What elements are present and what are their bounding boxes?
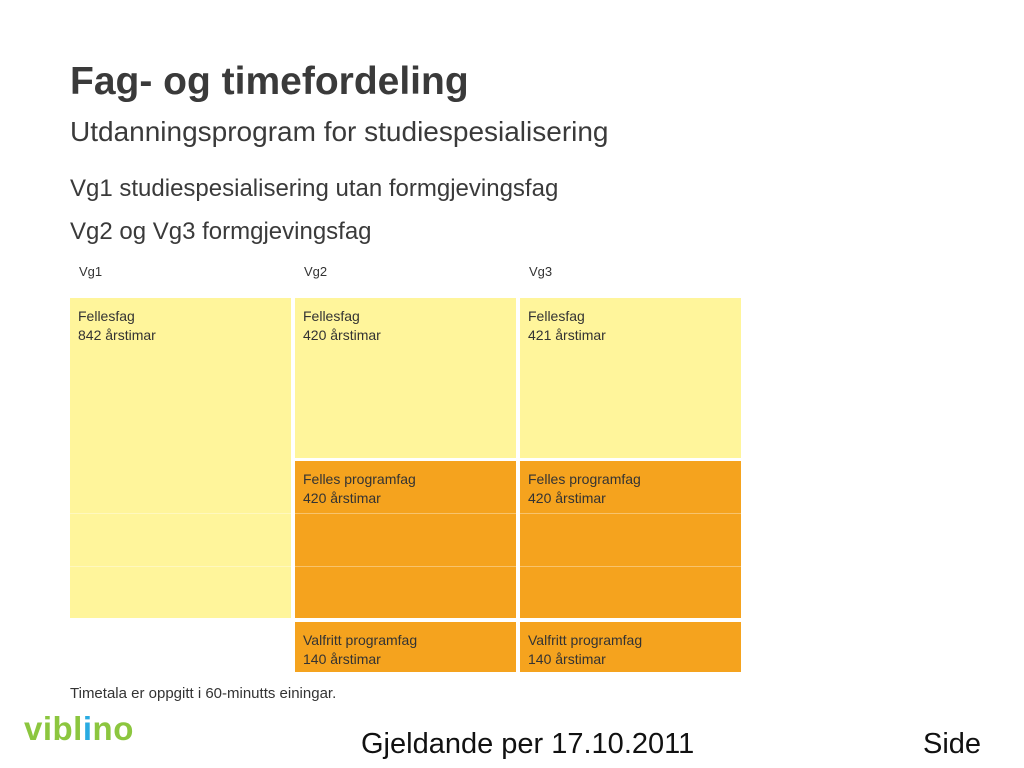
block-hours: 140 årstimar — [528, 651, 606, 667]
block-hours: 420 årstimar — [528, 490, 606, 506]
logo-text-part3: no — [92, 710, 134, 747]
grid-divider — [295, 513, 516, 514]
column-header-vg1: Vg1 — [79, 264, 103, 279]
vg3-programfag-block — [520, 461, 741, 618]
grid-divider — [295, 566, 516, 567]
block-name: Fellesfag — [78, 308, 135, 324]
slide-title: Fag- og timefordeling — [70, 60, 469, 103]
block-name: Fellesfag — [528, 308, 585, 324]
footnote: Timetala er oppgitt i 60-minutts einingar. — [70, 685, 337, 702]
block-hours: 140 årstimar — [303, 651, 381, 667]
slide-subtitle: Utdanningsprogram for studiespesialisering — [70, 116, 609, 147]
block-name: Felles programfag — [528, 471, 641, 487]
vg2-valfritt-block — [295, 622, 516, 672]
viblino-logo — [24, 712, 134, 745]
program-line-vg2-vg3: Vg2 og Vg3 formgjevingsfag — [70, 218, 372, 245]
vg3-valfritt-block — [520, 622, 741, 672]
program-line-vg1: Vg1 studiespesialisering utan formgjevingsfag — [70, 175, 559, 202]
vg3-fellesfag-block — [520, 298, 741, 458]
column-header-vg3: Vg3 — [529, 264, 553, 279]
grid-divider — [520, 566, 741, 567]
block-name: Fellesfag — [303, 308, 360, 324]
block-name: Valfritt programfag — [528, 632, 643, 648]
block-hours: 420 årstimar — [303, 490, 381, 506]
logo-text-part1: vibl — [24, 710, 83, 747]
block-name: Felles programfag — [303, 471, 416, 487]
column-header-vg2: Vg2 — [304, 264, 328, 279]
footer-date: Gjeldande per 17.10.2011 — [361, 728, 695, 760]
block-hours: 421 årstimar — [528, 327, 606, 343]
vg2-programfag-block — [295, 461, 516, 618]
logo-text-part2: i — [82, 710, 93, 747]
grid-divider — [70, 566, 291, 567]
vg2-fellesfag-block — [295, 298, 516, 458]
grid-divider — [520, 513, 741, 514]
block-hours: 842 årstimar — [78, 327, 156, 343]
grid-divider — [70, 513, 291, 514]
block-name: Valfritt programfag — [303, 632, 418, 648]
block-hours: 420 årstimar — [303, 327, 381, 343]
vg1-fellesfag-block — [70, 298, 291, 618]
footer-page-label: Side — [923, 728, 982, 760]
